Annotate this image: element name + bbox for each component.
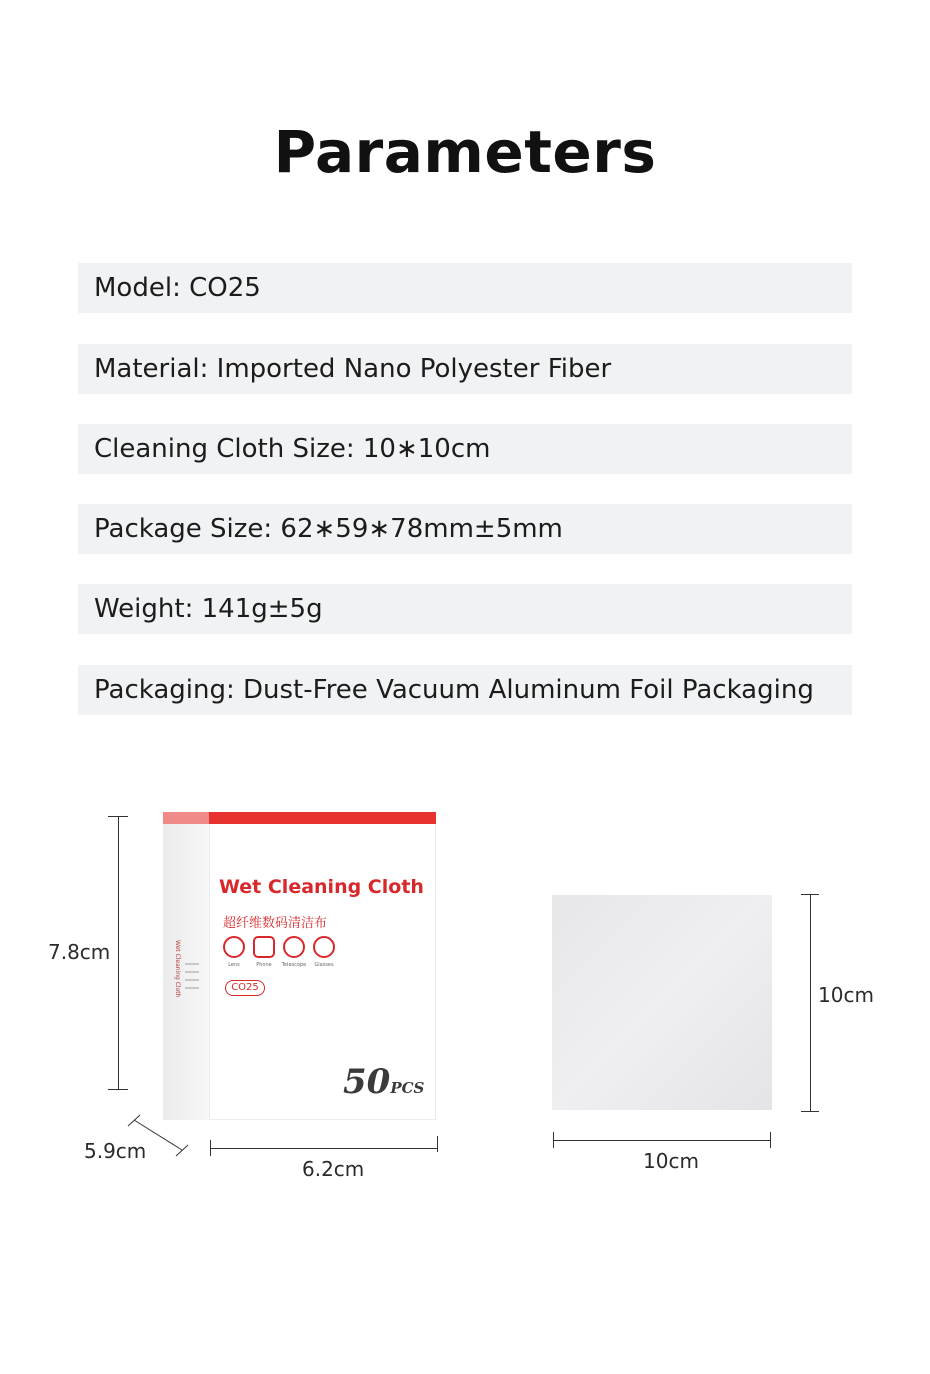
box-width-label: 6.2cm <box>302 1157 365 1181</box>
box-top-side-stripe <box>163 812 209 824</box>
phone-icon <box>253 936 275 958</box>
box-width-tick-left <box>210 1140 211 1156</box>
glasses-label: Glasses <box>314 962 334 968</box>
box-width-tick-right <box>437 1136 438 1152</box>
box-height-line <box>118 816 119 1089</box>
box-side-lines <box>185 957 199 1007</box>
box-side-brand: Wet Cleaning Cloth <box>174 940 181 998</box>
glasses-icon <box>313 936 335 958</box>
box-count-unit: PCS <box>390 1079 425 1097</box>
cloth-width-tick-right <box>770 1132 771 1148</box>
box-icon-row <box>223 936 343 970</box>
box-depth-label: 5.9cm <box>84 1139 147 1163</box>
page-title: Parameters <box>273 118 657 186</box>
cloth-height-tick-top <box>801 894 819 895</box>
box-height-tick-top <box>108 816 128 817</box>
cloth-width-tick-left <box>553 1132 554 1148</box>
telescope-label: Telescope <box>281 962 307 968</box>
telescope-icon <box>283 936 305 958</box>
param-cloth-size: Cleaning Cloth Size: 10∗10cm <box>78 424 852 474</box>
cloth-width-label: 10cm <box>643 1149 699 1173</box>
lens-icon <box>223 936 245 958</box>
param-model: Model: CO25 <box>78 263 852 313</box>
lens-label: Lens <box>228 962 240 968</box>
param-material: Material: Imported Nano Polyester Fiber <box>78 344 852 394</box>
param-package-size: Package Size: 62∗59∗78mm±5mm <box>78 504 852 554</box>
box-width-line <box>210 1148 438 1149</box>
cloth-height-tick-bottom <box>801 1111 819 1112</box>
product-box <box>163 812 436 1120</box>
box-count <box>343 1062 424 1102</box>
box-height-tick-bottom <box>108 1089 128 1090</box>
box-brand-title: Wet Cleaning Cloth <box>219 876 424 898</box>
cloth-height-label: 10cm <box>818 983 874 1007</box>
cleaning-cloth <box>552 895 772 1110</box>
box-model-badge: CO25 <box>225 980 265 996</box>
box-subtitle: 超纤维数码清洁布 <box>223 916 328 931</box>
cloth-width-line <box>553 1140 771 1141</box>
box-count-number: 50 <box>343 1062 391 1102</box>
phone-label: Phone <box>256 962 272 968</box>
cloth-height-line <box>810 894 811 1112</box>
box-height-label: 7.8cm <box>48 940 111 964</box>
param-packaging: Packaging: Dust-Free Vacuum Aluminum Foil Packaging <box>78 665 852 715</box>
param-weight: Weight: 141g±5g <box>78 584 852 634</box>
